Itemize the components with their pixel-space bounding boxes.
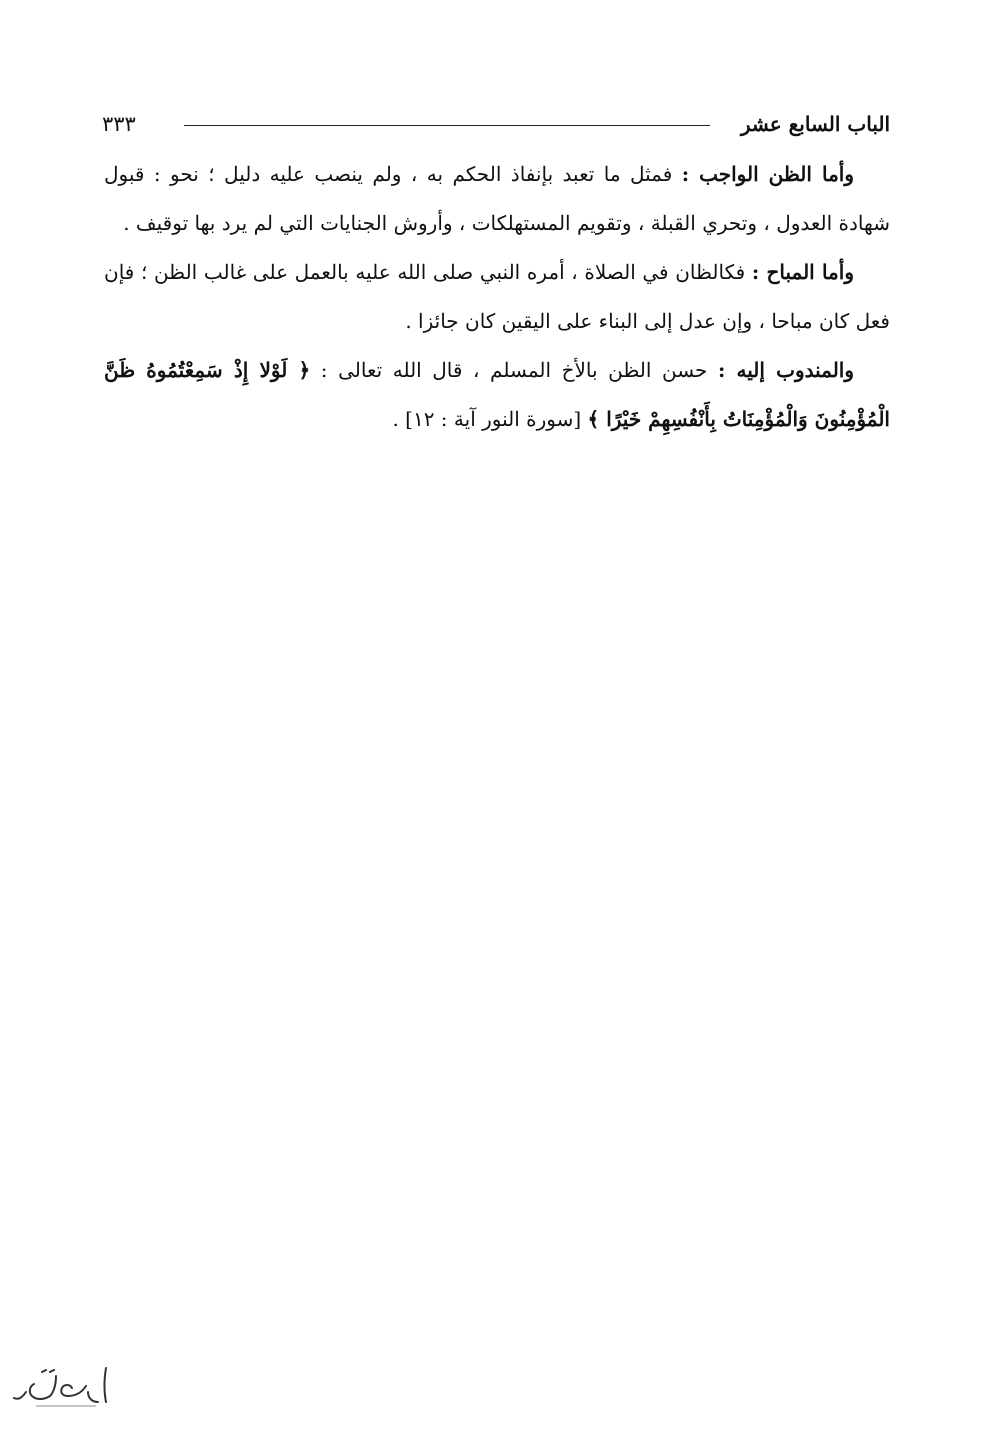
verse-citation: [سورة النور آية : ١٢] . [392,407,588,431]
page-number: ٣٣٣ [102,112,136,136]
publisher-logo [6,1362,116,1414]
paragraph-text: حسن الظن بالأخ المسلم ، قال الله تعالى : [310,358,718,382]
paragraph-obligatory-presumption [104,150,890,248]
header-rule [184,125,710,126]
paragraph-text: فكالظان في الصلاة ، أمره النبي صلى الله عليه بالعمل على غالب الظن ؛ فإن فعل كان مباحا ، وإن عدل إلى البناء على اليقين كان جائزا . [104,260,890,333]
paragraph-permissible-presumption [104,248,890,346]
paragraph-lead: وأما الظن الواجب : [681,162,854,186]
paragraph-lead: والمندوب إليه : [717,358,855,382]
quran-verse: ﴿ لَوْلا إِذْ سَمِعْتُمُوهُ ظَنَّ الْمُؤْمِنُونَ وَالْمُؤْمِنَاتُ بِأَنْفُسِهِمْ خَيْرًا ﴾ [104,358,890,431]
chapter-title: الباب السابع عشر [740,112,890,136]
paragraph-text: فمثل ما تعبد بإنفاذ الحكم به ، ولم ينصب عليه دليل ؛ نحو : قبول شهادة العدول ، وتحري القبلة ، وتقويم المستهلكات ، وأروش الجنايات التي لم يرد بها توقيف . [104,162,890,235]
page-header [102,112,890,140]
body-text [104,150,890,444]
paragraph-lead: وأما المباح : [751,260,854,284]
paragraph-recommended-presumption [104,346,890,444]
